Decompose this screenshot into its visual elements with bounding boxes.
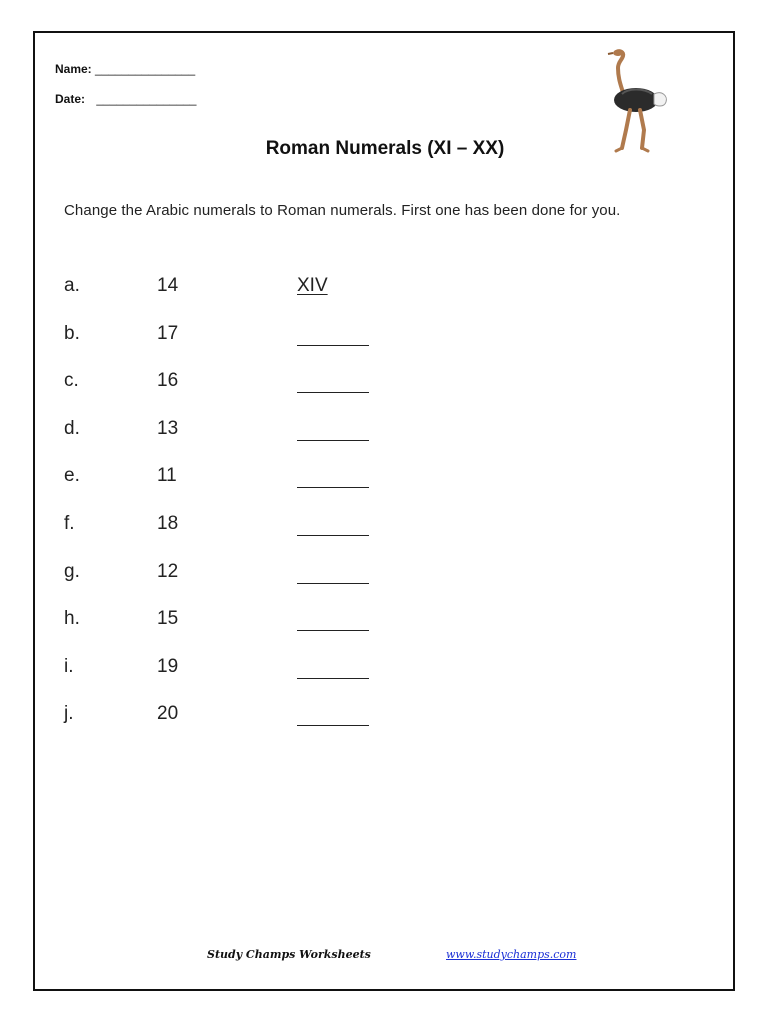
row-letter: c. [64, 370, 79, 392]
row-letter: b. [64, 322, 80, 344]
worksheet-row [0, 418, 770, 444]
answer-field[interactable] [297, 418, 369, 442]
worksheet-row [0, 370, 770, 396]
row-letter: g. [64, 560, 80, 582]
worksheet-row [0, 513, 770, 539]
arabic-number: 20 [157, 703, 179, 725]
arabic-number: 17 [157, 322, 179, 344]
arabic-number: 12 [157, 560, 179, 582]
answer-field[interactable] [297, 703, 369, 727]
footer-link[interactable]: www.studychamps.com [446, 948, 577, 961]
worksheet-row [0, 608, 770, 634]
name-line[interactable]: _______________ [95, 62, 196, 76]
answer-blank-line[interactable] [297, 535, 369, 536]
answer-blank-line[interactable] [297, 392, 369, 393]
worksheet-border [33, 31, 735, 991]
answer-blank-line[interactable] [297, 630, 369, 631]
footer-brand: Study Champs Worksheets [207, 948, 371, 961]
row-letter: a. [64, 275, 80, 296]
answer-blank-line[interactable] [297, 725, 369, 726]
row-letter: d. [64, 417, 80, 439]
arabic-number: 11 [157, 465, 177, 487]
answer-field[interactable] [297, 465, 369, 489]
answer-blank-line[interactable] [297, 678, 369, 679]
row-letter: e. [64, 465, 80, 487]
worksheet-row [0, 703, 770, 729]
date-field[interactable] [55, 92, 196, 106]
worksheet-row [0, 561, 770, 587]
answer-field[interactable] [297, 656, 369, 680]
answer-field[interactable] [297, 370, 369, 394]
answer-blank-line[interactable] [297, 440, 369, 441]
arabic-number: 16 [157, 370, 179, 392]
answer-field[interactable] [297, 513, 369, 537]
answer-blank-line[interactable] [297, 583, 369, 584]
answer-field[interactable] [297, 608, 369, 632]
worksheet-row [0, 656, 770, 682]
arabic-number: 18 [157, 513, 179, 534]
instructions: Change the Arabic numerals to Roman numerals. First one has been done for you. [64, 202, 621, 219]
answer-blank-line[interactable] [297, 487, 369, 488]
arabic-number: 13 [157, 417, 179, 439]
page-title: Roman Numerals (XI – XX) [265, 138, 505, 159]
row-letter: i. [64, 655, 74, 677]
ostrich-icon [596, 48, 676, 158]
worksheet-row [0, 465, 770, 491]
answer-field[interactable] [297, 275, 369, 299]
name-label: Name: [55, 62, 92, 76]
arabic-number: 19 [157, 655, 179, 677]
arabic-number: 15 [157, 608, 179, 630]
date-label: Date: [55, 92, 86, 106]
roman-answer: XIV [297, 275, 328, 296]
date-line[interactable]: _______________ [96, 92, 197, 106]
row-letter: h. [64, 608, 80, 630]
arabic-number: 14 [157, 275, 179, 296]
answer-field[interactable] [297, 323, 369, 347]
row-letter: f. [64, 513, 75, 534]
worksheet-row [0, 275, 770, 301]
name-field[interactable] [55, 62, 195, 76]
worksheet-row [0, 323, 770, 349]
answer-field[interactable] [297, 561, 369, 585]
answer-blank-line[interactable] [297, 345, 369, 346]
row-letter: j. [64, 703, 74, 725]
